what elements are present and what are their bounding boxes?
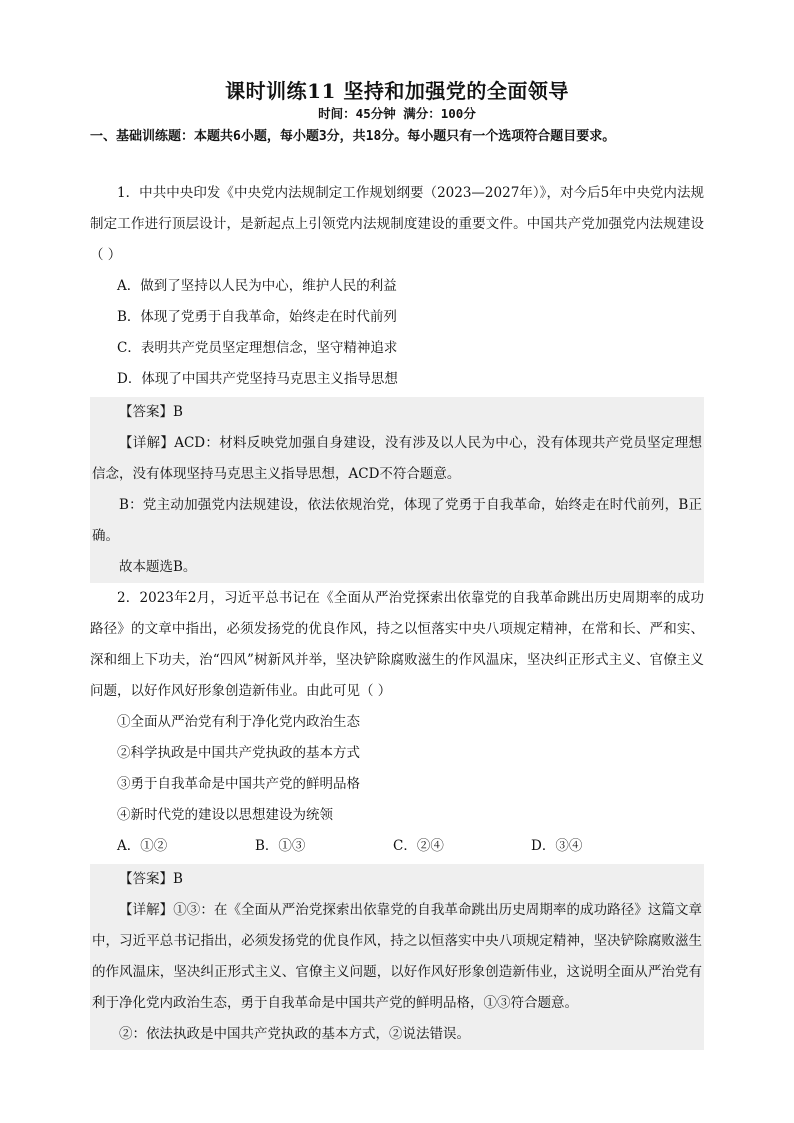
question-1-stem: 1．中共中央印发《中央党内法规制定工作规划纲要（2023—2027年）》，对今后5年中央党内法规制定工作进行顶层设计，是新起点上引领党内法规制度建设的重要文件。中国共产党加强党内法规建设（ ） [90, 185, 704, 263]
question-1-analysis-3: 故本题选B。 [119, 559, 197, 575]
question-2-statement-4: ④新时代党的建设以思想建设为统领 [117, 807, 333, 823]
question-2-statement-1: ①全面从严治党有利于净化党内政治生态 [117, 714, 360, 730]
question-2-stem: 2．2023年2月，习近平总书记在《全面从严治党探索出依靠党的自我革命跳出历史周期率的成功路径》的文章中指出，必须发扬党的优良作风，持之以恒落实中央八项规定精神，在常和长、严和实、深和细上下功夫，治“四风”树新风并举，坚决铲除腐败滋生的作风温床，坚决纠正形式主义、官僚主义问题，以好作风好形象创造新伟业。由此可见（ ） [90, 590, 704, 699]
time-score-info: 时间：45分钟 满分：100分 [318, 106, 476, 121]
question-2-answer-box [90, 864, 704, 1050]
question-1-option-b: B．体现了党勇于自我革命，始终走在时代前列 [117, 309, 397, 325]
questions [90, 178, 704, 1050]
question-2-statement-2: ②科学执政是中国共产党执政的基本方式 [117, 745, 360, 761]
question-2-choice-b: B．①③ [255, 838, 306, 854]
question-2-analysis-2: ②：依法执政是中国共产党执政的基本方式，②说法错误。 [119, 1026, 470, 1042]
question-1-analysis-2: B：党主动加强党内法规建设，依法依规治党，体现了党勇于自我革命，始终走在时代前列，B正确。 [92, 497, 702, 544]
question-2-choices [90, 831, 704, 862]
question-1-option-a: A．做到了坚持以人民为中心，维护人民的利益 [117, 278, 397, 294]
question-2-choice-d: D．③④ [531, 838, 583, 854]
section-heading: 一、基础训练题：本题共6小题，每小题3分，共18分。每小题只有一个选项符合题目要求。 [90, 129, 616, 144]
question-2-choice-c: C．②④ [393, 838, 444, 854]
question-1-analysis-1: 【详解】ACD：材料反映党加强自身建设，没有涉及以人民为中心，没有体现共产党员坚定理想信念，没有体现坚持马克思主义指导思想，ACD不符合题意。 [92, 435, 702, 482]
question-1-answer: 【答案】B [119, 404, 183, 420]
question-2-statement-3: ③勇于自我革命是中国共产党的鲜明品格 [117, 776, 360, 792]
question-2-choice-a: A．①② [117, 838, 168, 854]
question-1-answer-box [90, 397, 704, 583]
question-2-analysis-1: 【详解】①③：在《全面从严治党探索出依靠党的自我革命跳出历史周期率的成功路径》这篇文章中，习近平总书记指出，必须发扬党的优良作风，持之以恒落实中央八项规定精神，坚决铲除腐败滋生的作风温床，坚决纠正形式主义、官僚主义问题，以好作风好形象创造新伟业，这说明全面从严治党有利于净化党内政治生态，勇于自我革命是中国共产党的鲜明品格，①③符合题意。 [92, 902, 702, 1011]
question-2-answer: 【答案】B [119, 871, 183, 887]
question-1-option-c: C．表明共产党员坚定理想信念，坚守精神追求 [117, 340, 398, 356]
question-1-option-d: D．体现了中国共产党坚持马克思主义指导思想 [117, 371, 398, 387]
document-title: 课时训练11 坚持和加强党的全面领导 [225, 79, 569, 103]
